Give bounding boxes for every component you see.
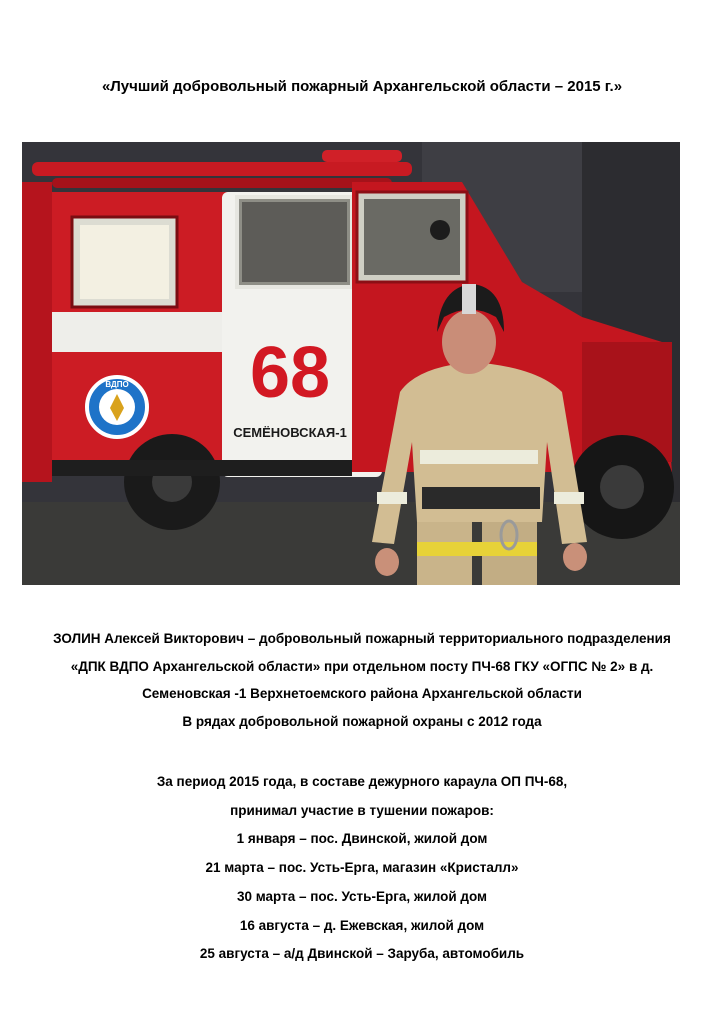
truck-chassis	[52, 460, 352, 476]
fires-intro-line: За период 2015 года, в составе дежурного караула ОП ПЧ-68,	[156, 774, 568, 789]
fire-event: 30 марта – пос. Усть-Ерга, жилой дом	[236, 888, 488, 904]
firefighter-hand-left	[375, 548, 399, 576]
truck-white-stripe	[52, 312, 232, 352]
firefighter-hand-right	[563, 543, 587, 571]
firefighter-face	[442, 310, 496, 374]
fire-event: 1 января – пос. Двинской, жилой дом	[236, 831, 488, 847]
compartment-window-glass	[80, 225, 169, 299]
emblem-text: ВДПО	[105, 380, 129, 389]
document-title: «Лучший добровольный пожарный Архангельской области – 2015 г.»	[101, 78, 623, 95]
description-line: «ДПК ВДПО Архангельской области» при отдельном посту ПЧ-68 ГКУ «ОГПС № 2» в д.	[70, 658, 654, 674]
truck-rear	[22, 182, 52, 482]
cab-door-glass	[242, 202, 347, 282]
fire-event: 16 августа – д. Ежевская, жилой дом	[239, 917, 485, 933]
description-line: Семеновская -1 Верхнетоемского района Архангельской области	[142, 686, 582, 701]
firefighter-belt	[422, 487, 540, 509]
truck-roof-rail	[52, 178, 392, 188]
fires-block	[0, 768, 724, 969]
trousers-reflective-stripe	[417, 542, 537, 556]
sleeve-stripe-right	[554, 492, 584, 504]
door-number: 68	[249, 333, 331, 413]
sleeve-stripe-left	[377, 492, 407, 504]
photo-scene	[22, 142, 680, 585]
fires-intro-line: принимал участие в тушении пожаров:	[230, 802, 494, 818]
truck-siren-pipe	[322, 150, 402, 162]
headlight-icon	[430, 220, 450, 240]
firefighter-photo	[22, 142, 680, 585]
description-line: ЗОЛИН Алексей Викторович – добровольный пожарный территориального подразделения	[53, 631, 671, 646]
description-block	[0, 625, 724, 735]
jacket-reflective-stripe	[420, 450, 538, 464]
helmet-stripe	[462, 284, 476, 314]
fire-event: 25 августа – а/д Двинской – Заруба, автомобиль	[199, 946, 525, 962]
description-line: В рядах добровольной пожарной охраны с 2012 года	[182, 713, 542, 729]
door-label: СЕМЁНОВСКАЯ-1	[233, 425, 347, 440]
truck-roof-pipe	[32, 162, 412, 176]
truck-wheel-front-hub	[600, 465, 644, 509]
fire-event: 21 марта – пос. Усть-Ерга, магазин «Кристалл»	[205, 860, 519, 876]
